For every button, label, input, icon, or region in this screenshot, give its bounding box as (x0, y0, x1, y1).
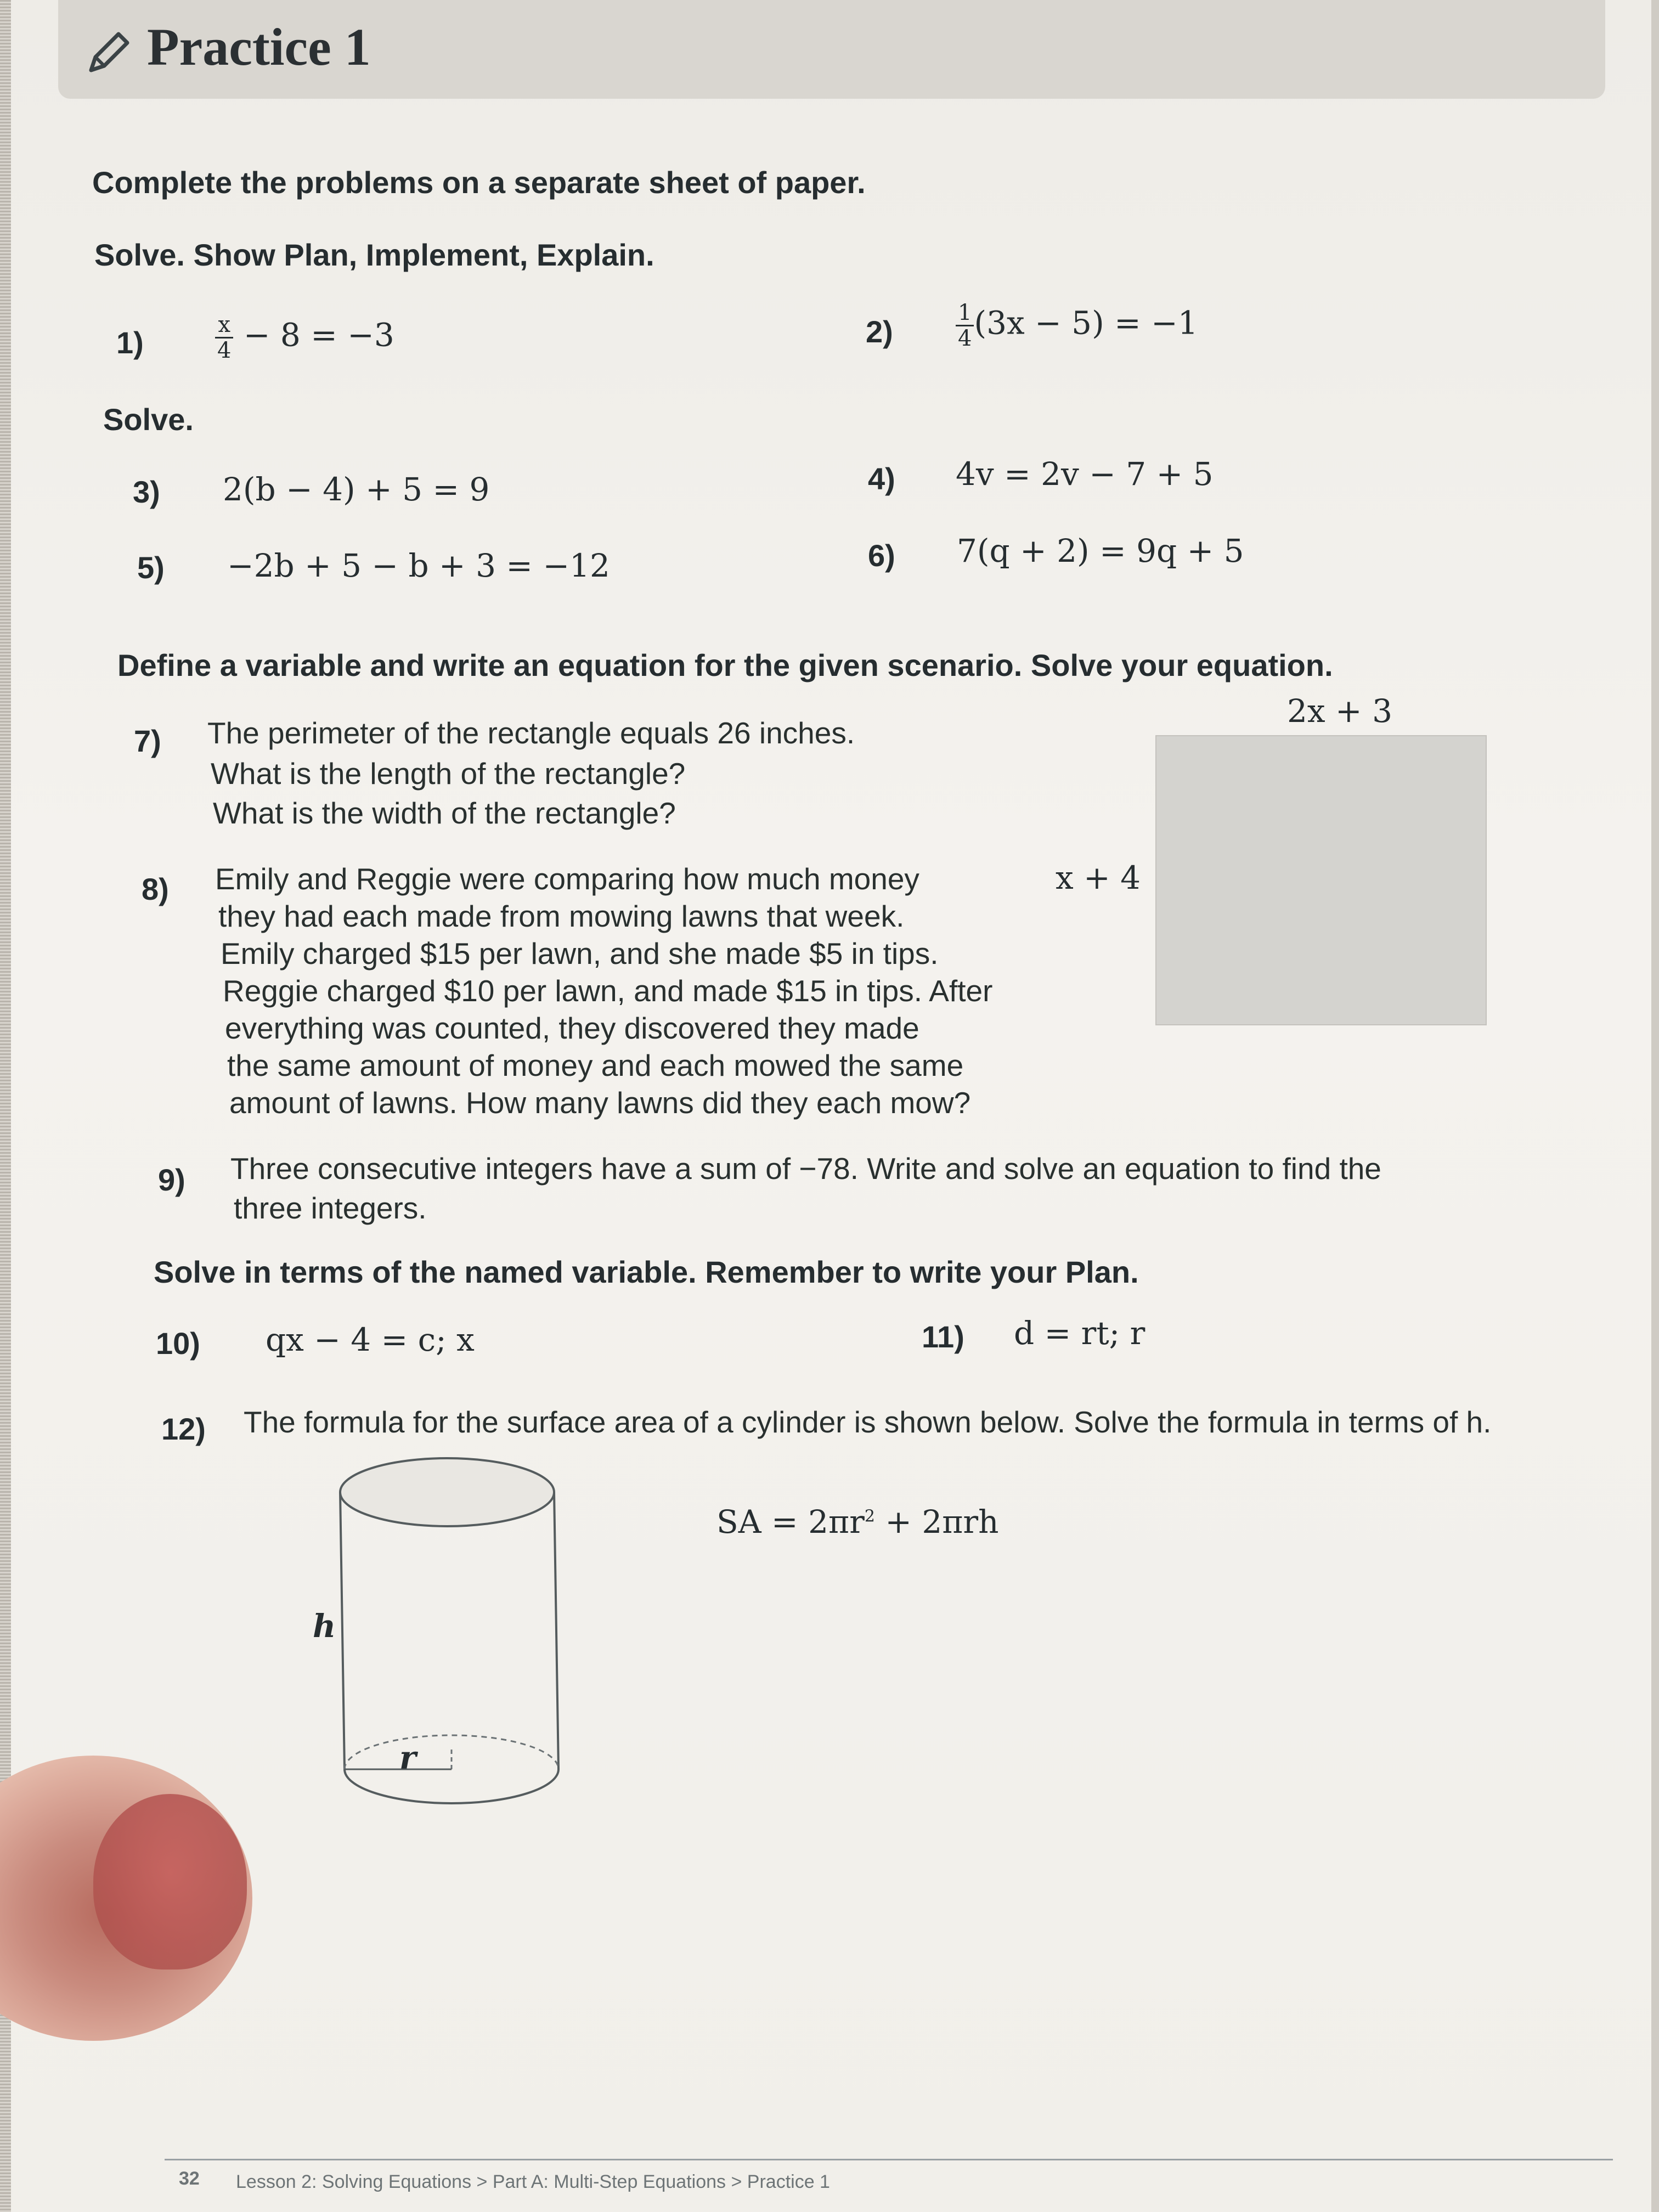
cylinder-height-label: h (313, 1607, 336, 1645)
problem-10-equation: qx − 4 = c; x (266, 1321, 475, 1358)
problem-4-equation: 4v = 2v − 7 + 5 (956, 455, 1214, 493)
instruction-define: Define a variable and write an equation for the given scenario. Solve your equation. (117, 648, 1333, 682)
problem-3-equation: 2(b − 4) + 5 = 9 (223, 471, 490, 508)
rectangle-figure (1155, 735, 1487, 1025)
instruction-separate-sheet: Complete the problems on a separate sheet of paper. (92, 165, 866, 200)
problem-8-line-7: amount of lawns. How many lawns did they each mow? (229, 1086, 971, 1120)
problem-7-number: 7) (134, 724, 161, 758)
problem-9-line-1: Three consecutive integers have a sum of −78. Write and solve an equation to find the (230, 1152, 1381, 1186)
footer-breadcrumb: Lesson 2: Solving Equations > Part A: Multi-Step Equations > Practice 1 (236, 2171, 830, 2192)
cylinder-radius-label: r (399, 1739, 416, 1776)
page-title: Practice 1 (147, 18, 371, 76)
problem-1-rest: − 8 = −3 (243, 316, 394, 354)
instruction-solve: Solve. (103, 402, 194, 437)
problem-7-line-2: What is the length of the rectangle? (211, 757, 686, 791)
problem-4-number: 4) (868, 461, 895, 496)
problem-9-line-2: three integers. (234, 1191, 427, 1225)
problem-8-number: 8) (142, 872, 169, 906)
problem-1-frac-numerator: x (215, 313, 233, 338)
problem-7-line-1: The perimeter of the rectangle equals 26 inches. (207, 716, 855, 750)
problem-2-number: 2) (866, 314, 893, 349)
problem-8-line-3: Emily charged $15 per lawn, and she made $5 in tips. (221, 936, 939, 970)
problem-11-number: 11) (922, 1319, 964, 1354)
problem-6-equation: 7(q + 2) = 9q + 5 (957, 532, 1244, 569)
problem-1-number: 1) (116, 325, 144, 360)
problem-11-equation: d = rt; r (1014, 1314, 1146, 1352)
problem-6-number: 6) (868, 538, 895, 573)
problem-10-number: 10) (156, 1326, 200, 1361)
problem-9-number: 9) (158, 1163, 185, 1197)
problem-2-rest: (3x − 5) = −1 (974, 304, 1198, 342)
problem-8-line-4: Reggie charged $10 per lawn, and made $15 in tips. After (223, 974, 993, 1008)
pencil-icon (83, 27, 134, 78)
problem-2-frac-numerator: 1 (956, 301, 974, 326)
problem-3-number: 3) (133, 475, 160, 509)
surface-area-formula (716, 1503, 999, 1541)
problem-5-equation: −2b + 5 − b + 3 = −12 (227, 547, 610, 584)
problem-8-line-1: Emily and Reggie were comparing how much money (215, 862, 919, 896)
problem-8-line-5: everything was counted, they discovered they made (225, 1011, 919, 1045)
problem-12-text: The formula for the surface area of a cylinder is shown below. Solve the formula in terms of h. (244, 1405, 1492, 1439)
cylinder-figure (318, 1454, 571, 1816)
problem-1-equation (215, 313, 394, 363)
problem-12-number: 12) (161, 1412, 206, 1446)
instruction-show-plan: Solve. Show Plan, Implement, Explain. (94, 238, 654, 272)
formula-part-a: SA = 2πr (716, 1503, 865, 1541)
footer-rule (165, 2159, 1613, 2160)
page-number: 32 (179, 2168, 200, 2189)
rectangle-side-label: x + 4 (1056, 859, 1141, 896)
problem-2-equation (956, 301, 1198, 351)
thumbnail-photo-artifact (93, 1794, 247, 1970)
instruction-named-variable: Solve in terms of the named variable. Remember to write your Plan. (154, 1255, 1139, 1289)
formula-part-b: + 2πrh (874, 1503, 999, 1541)
formula-exponent: 2 (864, 1506, 875, 1526)
problem-2-frac-denominator: 4 (958, 326, 972, 351)
problem-8-line-6: the same amount of money and each mowed the same (227, 1048, 964, 1082)
problem-7-line-3: What is the width of the rectangle? (213, 796, 676, 830)
rectangle-top-label: 2x + 3 (1287, 692, 1392, 730)
problem-1-frac-denominator: 4 (217, 338, 232, 363)
problem-8-line-2: they had each made from mowing lawns that week. (218, 899, 905, 933)
problem-5-number: 5) (137, 550, 165, 585)
